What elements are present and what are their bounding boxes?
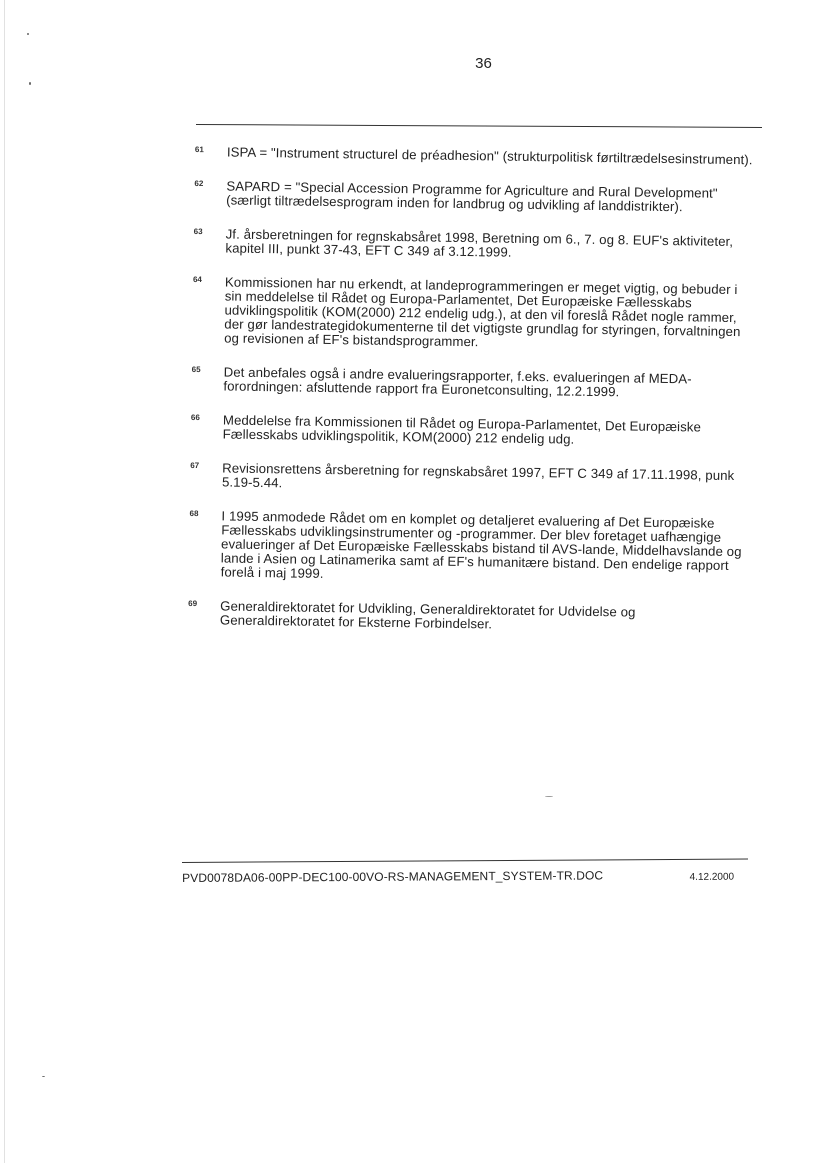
footnote-number: 64 — [192, 274, 202, 285]
footnote-number: 68 — [189, 508, 199, 519]
footer-date: 4.12.2000 — [689, 871, 735, 883]
footnote — [191, 413, 751, 449]
footnote-number: 65 — [191, 364, 201, 375]
footer-rule — [182, 859, 748, 863]
footnote — [191, 365, 751, 401]
scan-speck — [29, 82, 31, 85]
footnote-number: 69 — [188, 598, 198, 609]
footnotes-list — [188, 145, 755, 655]
page-number: 36 — [475, 55, 492, 72]
footnote-number: 63 — [193, 226, 203, 237]
footnote-number: 62 — [194, 178, 204, 189]
footnote — [193, 227, 753, 263]
page-footer — [182, 859, 748, 892]
footnote — [192, 275, 753, 353]
footnote-text: Det anbefales også i andre evalueringsrapporter, f.eks. evalueringen af MEDA-forordningen: afsluttende rapport fra Euronetconsulting, 12.2.1999. — [223, 364, 692, 400]
footnote — [190, 461, 750, 497]
footer-document-reference: PVD0078DA06-00PP-DEC100-00VO-RS-MANAGEMENT_SYSTEM-TR.DOC — [182, 868, 604, 885]
scan-speck — [545, 796, 553, 797]
footnote-text: I 1995 anmodede Rådet om en komplet og detaljeret evaluering af Det Europæiske Fællesskabs udviklingsinstrumenter og -programmer. Der blev foretaget uafhængige evalueringer af Det Europæiske Fællesskabs bistand til AVS-lande, Middelhavslande og lande i Asien og Latinamerika samt af EF's humanitære bistand. Den endelige rapport forelå i maj 1999. — [220, 508, 742, 581]
footnote-text: Meddelelse fra Kommissionen til Rådet og Europa-Parlamentet, Det Europæiske Fællesskabs udviklingspolitik, KOM(2000) 212 endelig udg. — [222, 412, 702, 447]
footnote — [189, 509, 750, 587]
footnote-text: SAPARD = "Special Accession Programme for Agriculture and Rural Development" (særligt tiltrædelsesprogram inden for landbrug og udvikling af landdistrikter). — [226, 178, 718, 215]
scan-speck — [27, 33, 29, 35]
footnote — [194, 179, 754, 215]
footnote — [195, 145, 755, 167]
footnote-text: ISPA = "Instrument structurel de préadhesion" (strukturpolitisk førtiltrædelsesinstrument). — [226, 144, 753, 168]
scan-edge-line — [4, 0, 5, 1163]
footnote-text: Generaldirektoratet for Udvikling, Generaldirektoratet for Udvidelse og Generaldirektoratet for Eksterne Forbindelser. — [219, 598, 636, 632]
footnote-separator-rule — [196, 124, 762, 128]
footnote-text: Jf. årsberetningen for regnskabsåret 1998, Beretning om 6., 7. og 8. EUF's aktiviteter, kapitel III, punkt 37-43, EFT C 349 af 3.12.1999. — [225, 226, 734, 260]
footnote-number: 61 — [194, 145, 204, 155]
footnote-number: 67 — [190, 460, 200, 471]
scan-speck — [42, 1076, 45, 1077]
footnote-text: Kommissionen har nu erkendt, at landeprogrammeringen er meget vigtig, og bebuder i sin meddelelse til Rådet og Europa-Parlamentet, Det Europæiske Fællesskabs udviklingspolitik (KOM(2000) 212 endelig udg.), at den vil foreslå Rådet nogle rammer, der gør landestrategidokumenterne til det vigtigste grundlag for styringen, forvaltningen og revisionen af EF's bistandsprogrammer. — [224, 274, 741, 350]
footnote-text: Revisionsrettens årsberetning for regnskabsåret 1997, EFT C 349 af 17.11.1998, punk 5.19-5.44. — [221, 460, 735, 491]
footnote — [188, 599, 748, 635]
footnote-number: 66 — [190, 412, 200, 423]
